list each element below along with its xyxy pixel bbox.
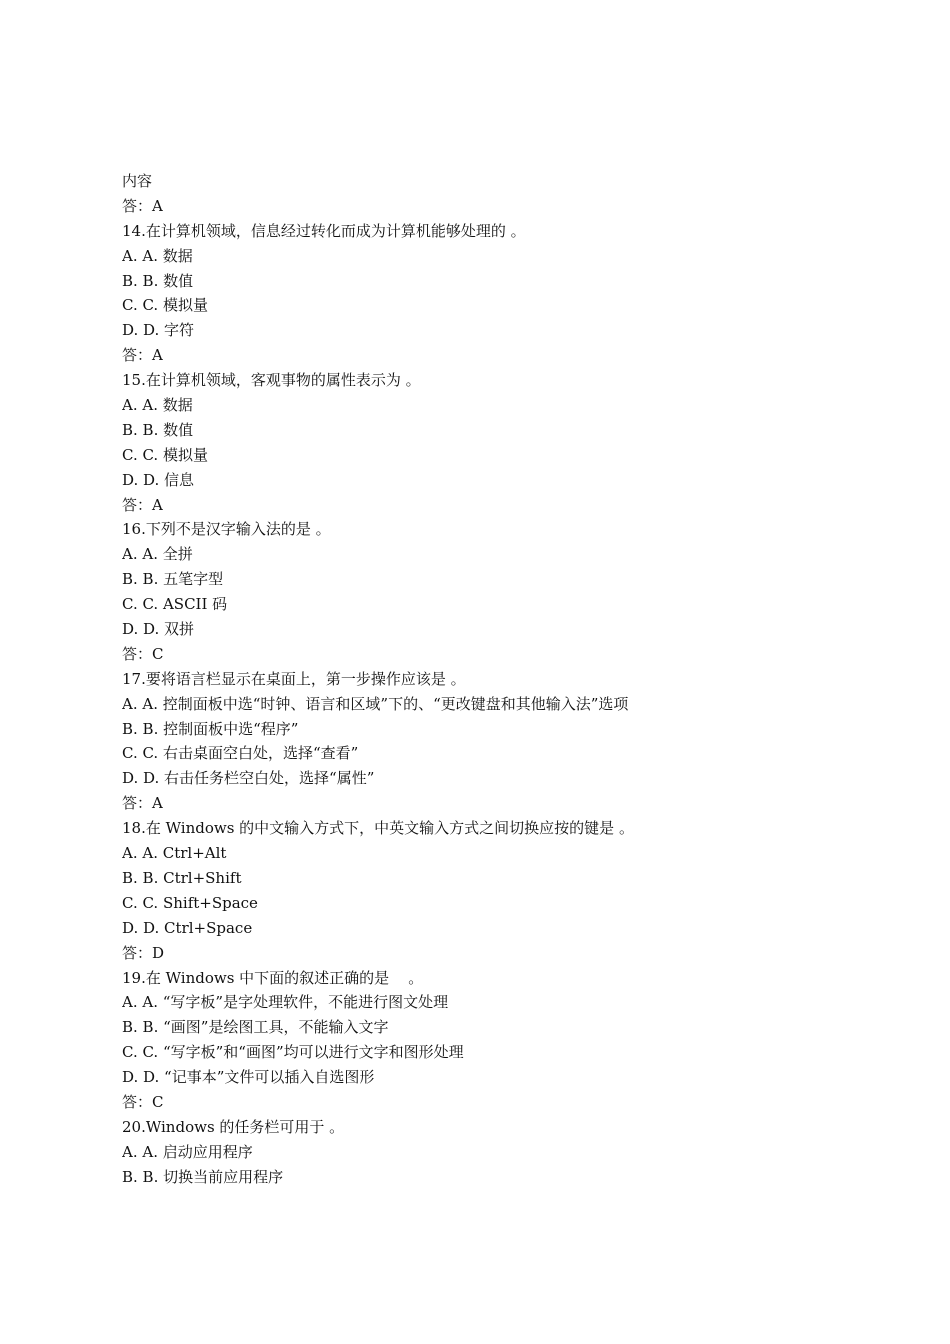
option-b: B. B. Ctrl+Shift: [122, 868, 242, 887]
option-c: C. C. “写字板”和“画图”均可以进行文字和图形处理: [122, 1043, 464, 1062]
question-16: 16.下列不是汉字输入法的是 。: [122, 520, 331, 539]
answer-line: 答：D: [122, 943, 165, 962]
question-17: 17.要将语言栏显示在桌面上，第一步操作应该是 。: [122, 669, 466, 688]
option-b: B. B. 数值: [122, 420, 194, 439]
option-c: C. C. ASCII 码: [122, 595, 228, 614]
answer-line: 答：C: [122, 1092, 164, 1111]
answer-line: 答：A: [122, 346, 163, 365]
option-d: D. D. 双拼: [122, 620, 195, 639]
option-c: C. C. Shift+Space: [122, 893, 258, 912]
option-b: B. B. “画图”是绘图工具，不能输入文字: [122, 1018, 389, 1037]
text-line: 内容: [122, 172, 153, 190]
option-d: D. D. 字符: [122, 321, 195, 340]
option-d: D. D. Ctrl+Space: [122, 918, 253, 937]
question-20: 20.Windows 的任务栏可用于 。: [122, 1117, 345, 1136]
question-14: 14.在计算机领域，信息经过转化而成为计算机能够处理的 。: [122, 221, 526, 240]
answer-line: 答：A: [122, 196, 163, 215]
option-d: D. D. 右击任务栏空白处，选择“属性”: [122, 769, 375, 788]
option-d: D. D. 信息: [122, 470, 195, 489]
option-a: A. A. 启动应用程序: [122, 1142, 253, 1161]
option-b: B. B. 数值: [122, 271, 194, 290]
answer-line: 答：C: [122, 644, 164, 663]
question-15: 15.在计算机领域，客观事物的属性表示为 。: [122, 371, 421, 390]
option-a: A. A. 数据: [122, 396, 193, 415]
answer-line: 答：A: [122, 495, 163, 514]
option-c: C. C. 模拟量: [122, 296, 208, 315]
option-a: A. A. 全拼: [122, 545, 193, 564]
option-a: A. A. Ctrl+Alt: [122, 844, 227, 863]
option-b: B. B. 五笔字型: [122, 570, 224, 589]
document-body: [122, 169, 882, 1190]
option-a: A. A. 数据: [122, 246, 193, 265]
question-19: 19.在 Windows 中下面的叙述正确的是 。: [122, 968, 424, 987]
option-a: A. A. “写字板”是字处理软件，不能进行图文处理: [122, 993, 449, 1012]
option-b: B. B. 切换当前应用程序: [122, 1167, 284, 1186]
option-c: C. C. 右击桌面空白处，选择“查看”: [122, 744, 359, 763]
option-a: A. A. 控制面板中选“时钟、语言和区域”下的、“更改键盘和其他输入法”选项: [122, 694, 629, 713]
option-d: D. D. “记事本”文件可以插入自选图形: [122, 1068, 375, 1087]
option-b: B. B. 控制面板中选“程序”: [122, 719, 299, 738]
question-18: 18.在 Windows 的中文输入方式下，中英文输入方式之间切换应按的键是 。: [122, 819, 634, 838]
answer-line: 答：A: [122, 794, 163, 813]
option-c: C. C. 模拟量: [122, 445, 208, 464]
